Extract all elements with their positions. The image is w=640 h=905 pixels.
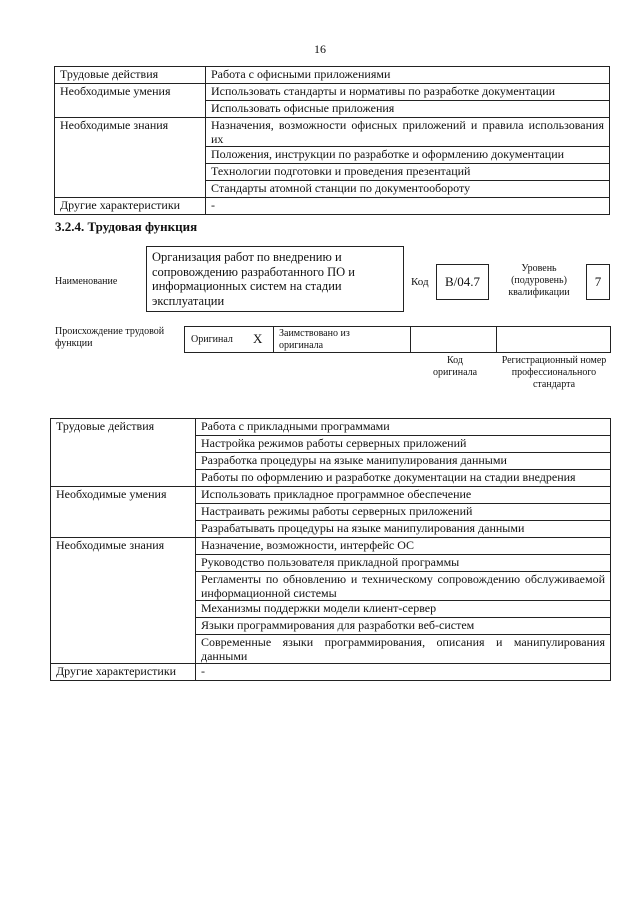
row-item: Назначение, возможности, интерфейс ОС	[196, 538, 611, 555]
bottom-requirements-table	[50, 418, 611, 681]
row-item: Технологии подготовки и проведения презентаций	[206, 164, 610, 181]
row-item: Работы по оформлению и разработке документации на стадии внедрения	[196, 470, 611, 487]
borrowed-label: Заимствовано из оригинала	[279, 328, 350, 351]
name-label: Наименование	[55, 276, 118, 287]
level-label: Уровень (подуровень) квалификации	[508, 263, 570, 298]
code-label: Код	[411, 276, 429, 288]
row-item: -	[206, 198, 610, 215]
row-item: Руководство пользователя прикладной программы	[196, 555, 611, 572]
row-label: Необходимые знания	[51, 538, 196, 664]
page-number: 16	[314, 42, 326, 56]
row-label: Трудовые действия	[55, 67, 206, 84]
row-item: Работа с прикладными программами	[196, 419, 611, 436]
row-item: Назначения, возможности офисных приложений и правила использования их	[206, 118, 610, 147]
original-mark: X	[253, 331, 263, 346]
row-label: Необходимые знания	[55, 118, 206, 198]
top-requirements-table	[54, 66, 610, 215]
row-label: Необходимые умения	[51, 487, 196, 538]
level-value: 7	[594, 274, 602, 289]
row-item: Использовать офисные приложения	[206, 101, 610, 118]
row-item: Стандарты атомной станции по документообороту	[206, 181, 610, 198]
row-item: Настройка режимов работы серверных приложений	[196, 436, 611, 453]
row-label: Трудовые действия	[51, 419, 196, 487]
row-item: Работа с офисными приложениями	[206, 67, 610, 84]
row-label: Другие характеристики	[51, 664, 196, 681]
row-item: Разработка процедуры на языке манипулирования данными	[196, 453, 611, 470]
row-item: -	[196, 664, 611, 681]
row-label: Другие характеристики	[55, 198, 206, 215]
function-name: Организация работ по внедрению и сопровождению разработанного ПО и информационных систем на стадии эксплуатации	[152, 250, 355, 308]
row-item: Разрабатывать процедуры на языке манипулирования данными	[196, 521, 611, 538]
row-item: Использовать прикладное программное обеспечение	[196, 487, 611, 504]
origin-divider-3	[496, 326, 497, 353]
function-name-box	[146, 246, 404, 312]
row-item: Современные языки программирования, описания и манипулирования данными	[196, 635, 611, 664]
origin-divider-2	[410, 326, 411, 353]
reg-caption: Регистрационный номер профессионального стандарта	[501, 355, 607, 390]
origin-label: Происхождение трудовой функции	[55, 326, 165, 349]
row-item: Регламенты по обновлению и техническому сопровождению обслуживаемой информационной системы	[196, 572, 611, 601]
code-box	[436, 264, 489, 300]
row-item: Использовать стандарты и нормативы по разработке документации	[206, 84, 610, 101]
origin-row	[184, 326, 611, 353]
code-value: B/04.7	[444, 274, 481, 289]
original-label: Оригинал	[191, 334, 233, 345]
row-item: Настраивать режимы работы серверных приложений	[196, 504, 611, 521]
row-item: Механизмы поддержки модели клиент-сервер	[196, 601, 611, 618]
code-caption: Код оригинала	[432, 355, 478, 378]
row-item: Положения, инструкции по разработке и оформлению документации	[206, 147, 610, 164]
row-item: Языки программирования для разработки веб-систем	[196, 618, 611, 635]
row-label: Необходимые умения	[55, 84, 206, 118]
origin-divider-1	[273, 326, 274, 353]
section-title: 3.2.4. Трудовая функция	[55, 219, 198, 234]
level-box	[586, 264, 610, 300]
